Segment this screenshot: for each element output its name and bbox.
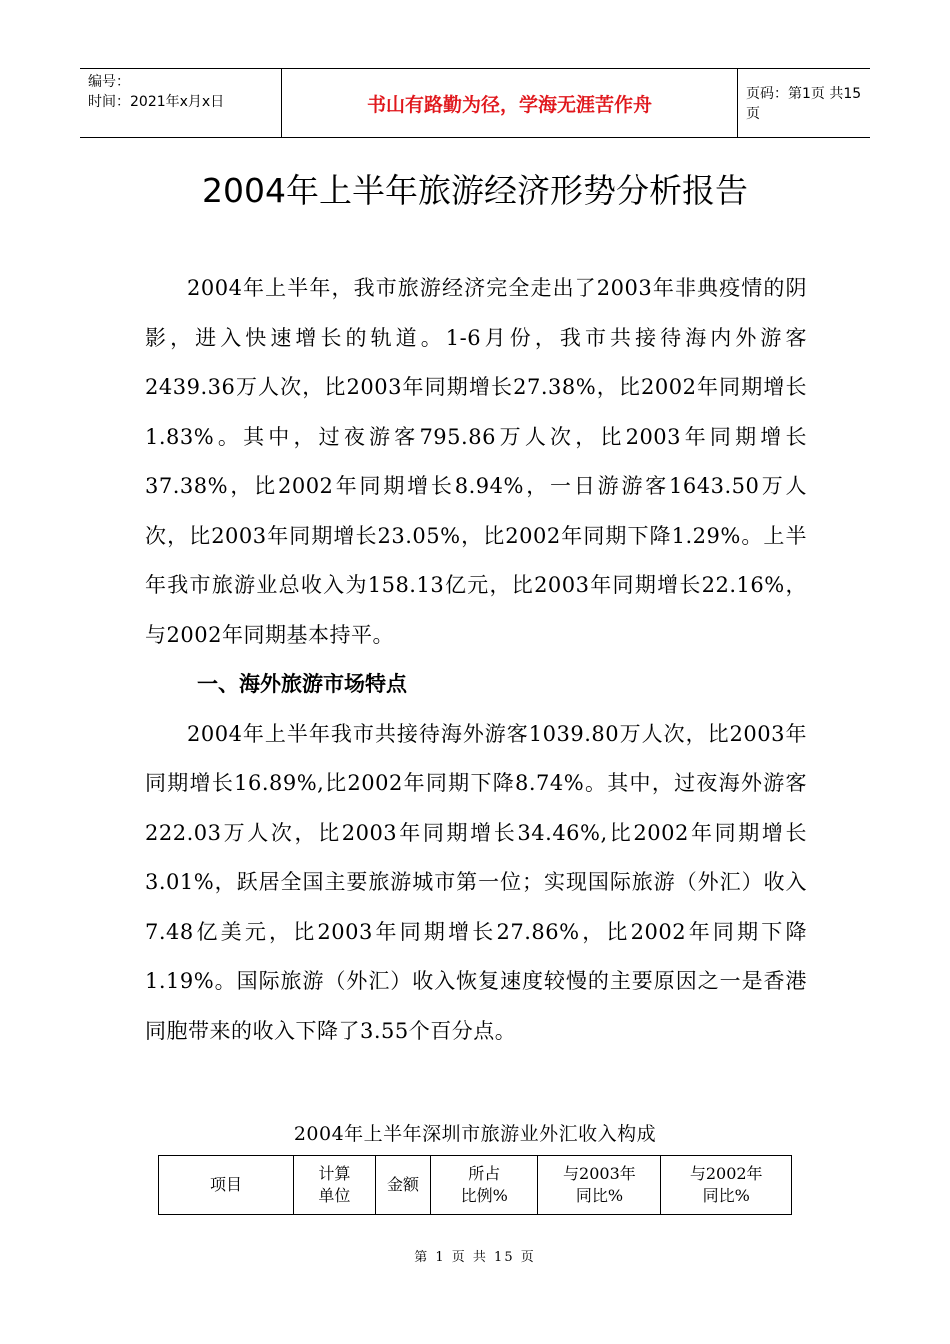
document-body	[145, 264, 807, 1056]
intro-paragraph: 2004年上半年，我市旅游经济完全走出了2003年非典疫情的阴影，进入快速增长的轨道。1-6月份，我市共接待海内外游客2439.36万人次，比2003年同期增长27.38%，比2002年同期增长1.83%。其中，过夜游客795.86万人次，比2003年同期增长37.38%，比2002年同期增长8.94%，一日游游客1643.50万人次，比2003年同期增长23.05%，比2002年同期下降1.29%。上半年我市旅游业总收入为158.13亿元，比2003年同期增长22.16%，与2002年同期基本持平。	[145, 276, 807, 647]
table-header-cell: 项目	[159, 1156, 294, 1215]
table-header-cell: 与2002年 同比%	[661, 1156, 792, 1215]
section-heading: 一、海外旅游市场特点	[197, 672, 407, 696]
document-header	[80, 68, 870, 138]
page-footer: 第 1 页 共 15 页	[414, 1250, 536, 1265]
header-motto-cell	[282, 69, 738, 137]
document-title: 2004年上半年旅游经济形势分析报告	[202, 171, 748, 210]
table-header-cell: 金额	[375, 1156, 430, 1215]
header-meta	[80, 69, 282, 137]
table-header-cell: 与2003年 同比%	[538, 1156, 661, 1215]
section-paragraph: 2004年上半年我市共接待海外游客1039.80万人次，比2003年同期增长16.89%,比2002年同期下降8.74%。其中，过夜海外游客222.03万人次，比2003年同期增长34.46%,比2002年同期增长3.01%，跃居全国主要旅游城市第一位；实现国际旅游（外汇）收入7.48亿美元，比2003年同期增长27.86%，比2002年同期下降1.19%。国际旅游（外汇）收入恢复速度较慢的主要原因之一是香港同胞带来的收入下降了3.55个百分点。	[145, 721, 807, 1043]
table-header-cell: 计算 单位	[293, 1156, 375, 1215]
header-motto: 书山有路勤为径，学海无涯苦作舟	[366, 93, 652, 116]
document-time-label: 时间：2021年x月x日	[88, 94, 225, 110]
table-caption: 2004年上半年深圳市旅游业外汇收入构成	[293, 1123, 657, 1145]
table-header-row	[159, 1156, 792, 1215]
table-header-cell: 所占 比例%	[431, 1156, 538, 1215]
header-page-info: 页码：第1页 共15页	[746, 86, 862, 122]
document-number-label: 编号：	[88, 74, 130, 90]
revenue-table	[158, 1155, 792, 1215]
